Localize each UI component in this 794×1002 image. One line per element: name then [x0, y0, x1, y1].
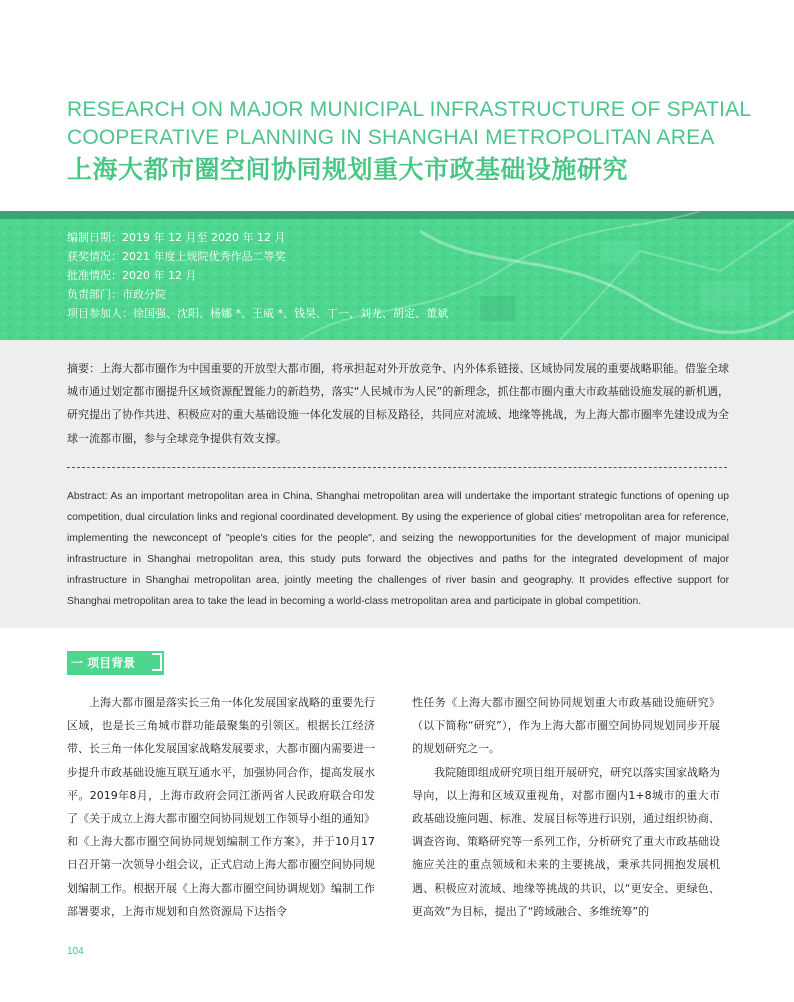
- body-paragraph: 我院随即组成研究项目组开展研究，研究以落实国家战略为导向，以上海和区域双重视角，对都市圈内1+8城市的重大市政基础设施问题、标准、发展目标等进行识别，通过组织协商、调查咨询、策略研究等一系列工作，分析研究了重大市政基础设施应关注的重点领域和未来的主要挑战，秉承共同拥抱发展机遇、积极应对流域、地缘等挑战的共识，以“更安全、更绿色、更高效”为目标，提出了“跨域融合、多维统筹”的: [412, 765, 720, 918]
- responsible-department: 负责部门：市政分院: [67, 288, 166, 301]
- title-chinese: 上海大都市圈空间协同规划重大市政基础设施研究: [67, 155, 629, 184]
- abstract-english: Abstract: As an important metropolitan area in China, Shanghai metropolitan area will undertake the important strategic functions of opening up competition, dual circulation links and regional coordinated development. By using the experience of global cities' metropolitan area for reference, implementing the newconcept of "people's cities for the people", and seizing the newopportunities for the development of major municipal infrastructure in Shanghai metropolitan area, this study puts forward the objectives and paths for the integrated development of major infrastructure in Shanghai metropolitan area, jointly meeting the challenges of river basin and geography. It provides effective support for Shanghai metropolitan area to take the lead in becoming a world-class metropolitan area and participate in global competition.: [67, 491, 729, 608]
- compile-date: 编制日期：2019 年 12 月至 2020 年 12 月: [67, 231, 286, 244]
- title-english-line-2: COOPERATIVE PLANNING IN SHANGHAI METROPOLITAN AREA: [67, 126, 715, 149]
- body-paragraph: 上海大都市圈是落实长三角一体化发展国家战略的重要先行区域，也是长三角城市群功能最聚集的引领区。根据长江经济带、长三角一体化发展国家战略发展要求，大都市圈内需要进一步提升市政基础设施互联互通水平，加强协同合作，提高发展水平。2019年8月，上海市政府会同江浙两省人民政府联合印发了《关于成立上海大都市圈空间协同规划工作领导小组的通知》和《上海大都市圈空间协同规划编制工作方案》，并于10月17日召开第一次领导小组会议，正式启动上海大都市圈空间协同规划编制工作。根据开展《上海大都市圈空间协调规划》编制工作部署要求，上海市规划和自然资源局下达指令: [67, 696, 375, 918]
- section-heading-background: [67, 651, 163, 675]
- title-english-line-1: RESEARCH ON MAJOR MUNICIPAL INFRASTRUCTURE OF SPATIAL: [67, 98, 752, 121]
- abstract-divider: [67, 467, 727, 468]
- body-column-left: [67, 691, 375, 923]
- title-english: [67, 96, 767, 152]
- approval-status: 批准情况：2020 年 12 月: [67, 269, 197, 282]
- abstract-chinese: 摘要：上海大都市圈作为中国重要的开放型大都市圈，将承担起对外开放竞争、内外体系链接、区域协同发展的重要战略职能。借鉴全球城市通过划定都市圈提升区域资源配置能力的新趋势，落实“人民城市为人民”的新理念，抓住都市圈内重大市政基础设施发展的新机遇，研究提出了协作共进、积极应对的重大基础设施一体化发展的目标及路径，共同应对流域、地缘等挑战，为上海大都市圈率先建设成为全球一流都市圈，参与全球竞争提供有效支撑。: [67, 362, 729, 445]
- project-participants: 项目参加人：徐国强、沈阳、杨娜 *、王威 *、钱昊、丁一、刘龙、胡定、董斌: [67, 307, 448, 320]
- body-paragraph: 性任务《上海大都市圈空间协同规划重大市政基础设施研究》（以下简称“研究”），作为上海大都市圈空间协同规划同步开展的规划研究之一。: [412, 696, 720, 756]
- section-heading: 一 项目背景: [71, 656, 136, 670]
- project-info: [67, 228, 667, 323]
- section-heading-bracket-icon: [152, 653, 162, 671]
- body-column-right: [412, 691, 720, 923]
- page-number: 104: [67, 946, 84, 957]
- award-status: 获奖情况：2021 年度上规院优秀作品二等奖: [67, 250, 286, 263]
